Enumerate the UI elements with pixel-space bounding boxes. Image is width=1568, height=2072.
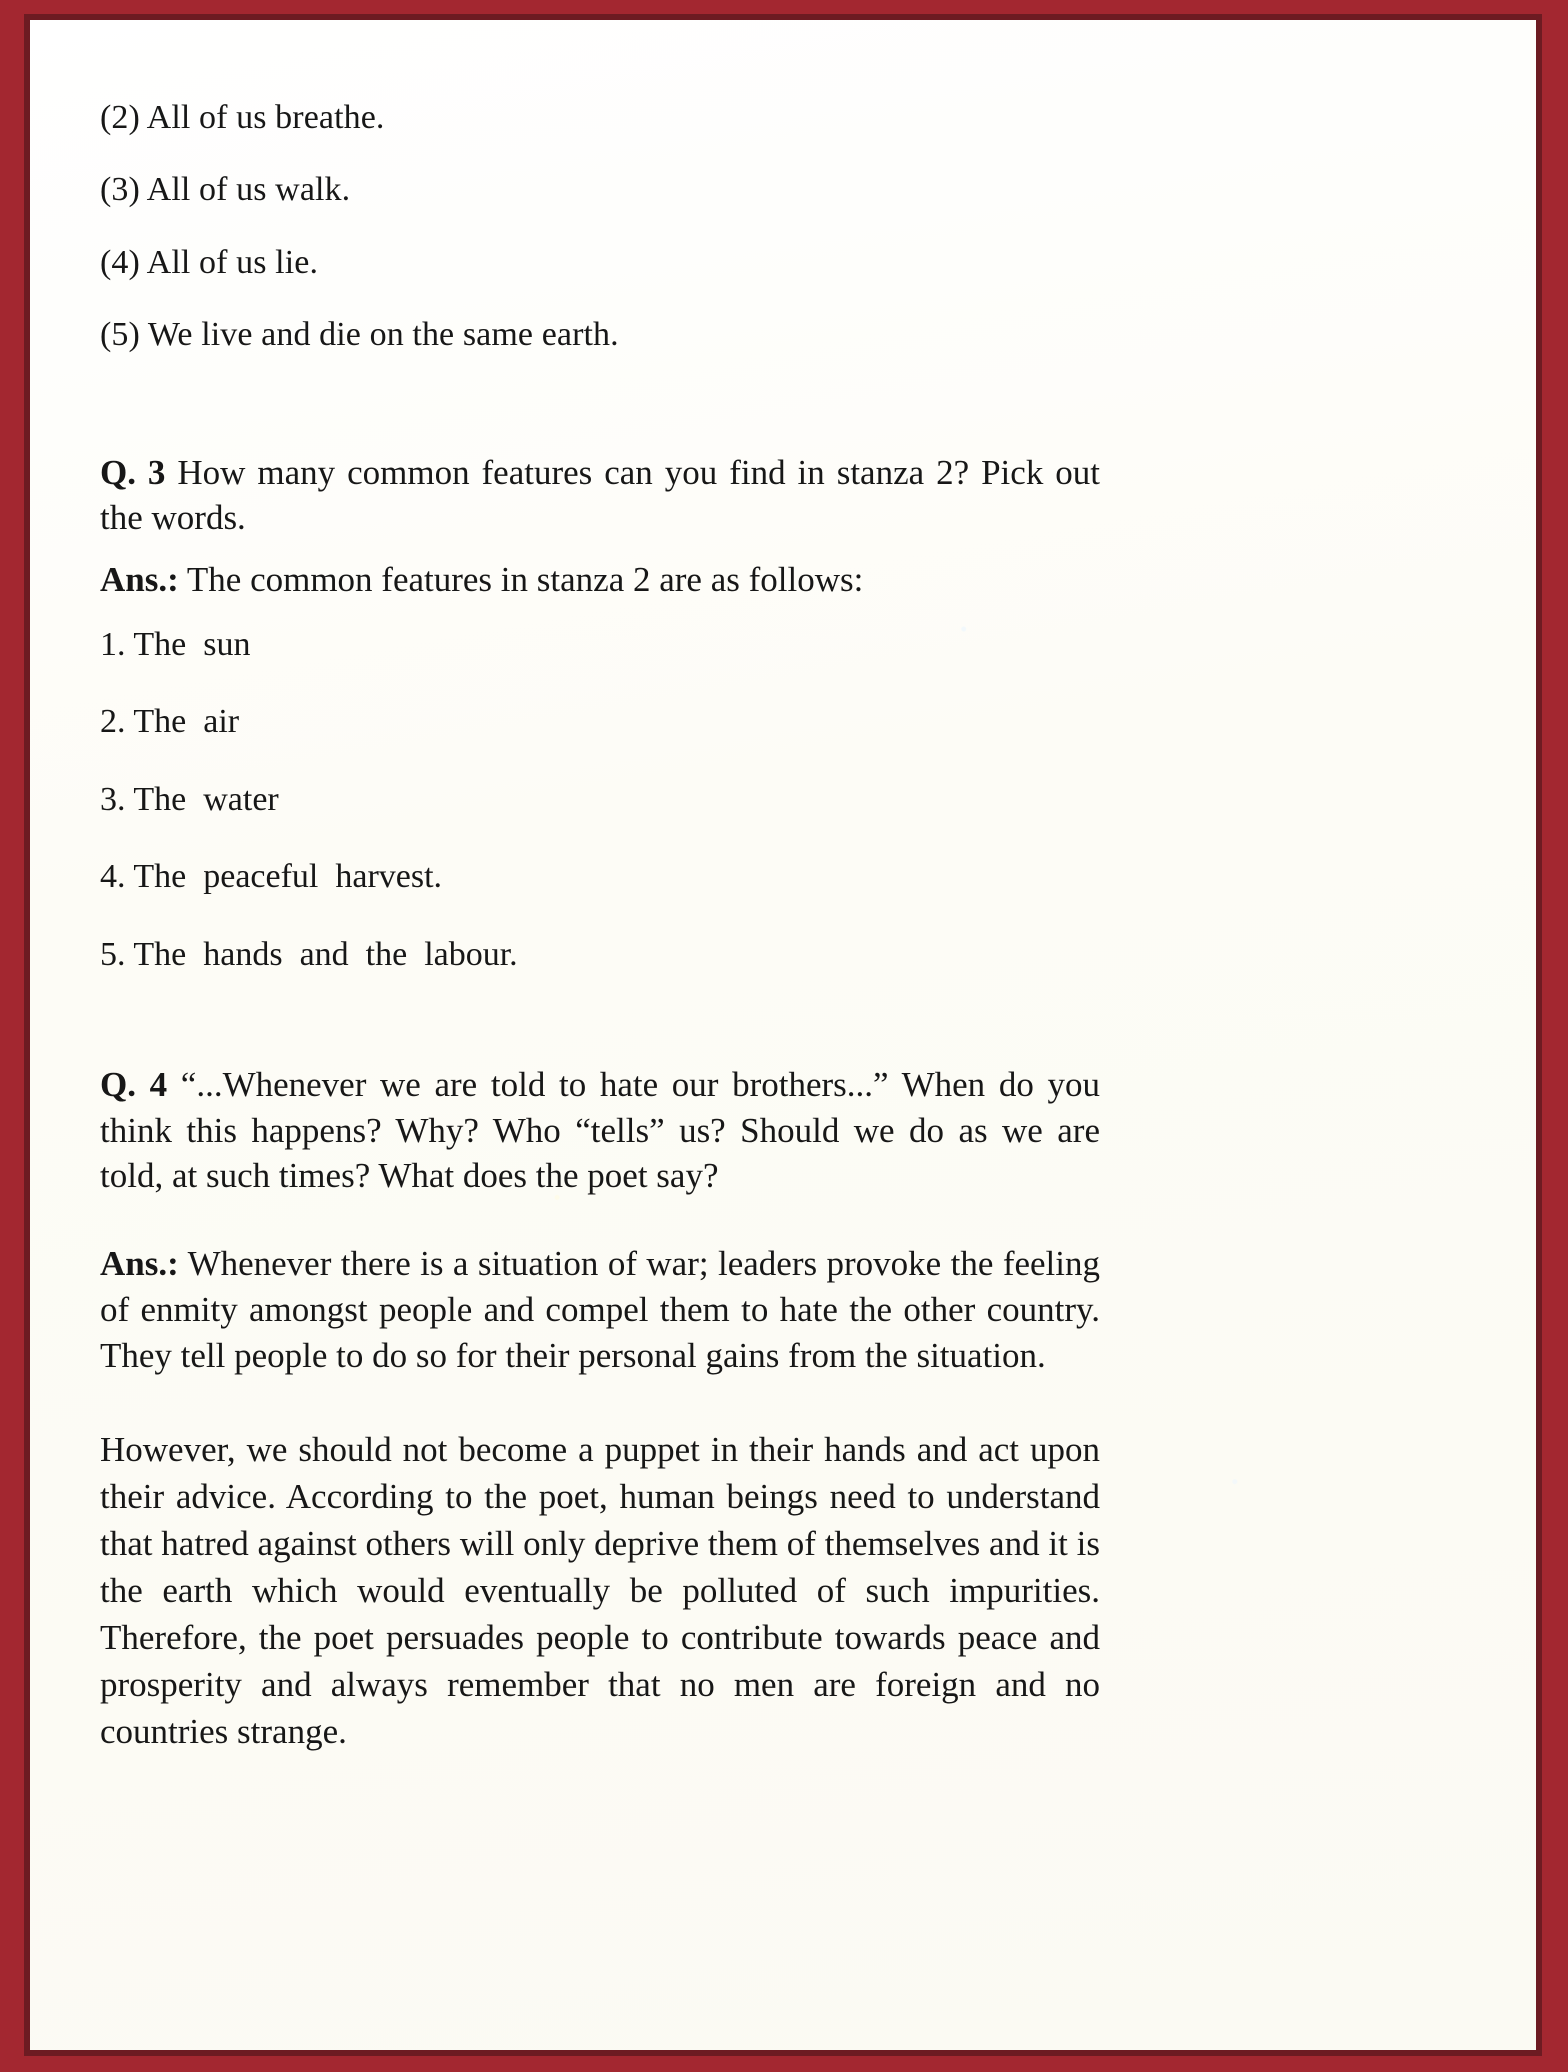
section-spacer: [100, 1012, 1100, 1062]
list-item: 2. The air: [100, 703, 240, 741]
answer-4-text: Whenever there is a situation of war; leaders provoke the feeling of enmity amongst people and compel them to hate the other country. They tell people to do so for their personal gains from the situation.: [100, 1243, 1100, 1375]
poem-line: (5) We live and die on the same earth.: [100, 316, 619, 354]
answer-4-paragraph-1: [100, 1241, 1100, 1380]
paragraph-spacer: [100, 1401, 1100, 1427]
page-content: [100, 98, 1100, 1777]
list-item: 3. The water: [100, 780, 279, 818]
paragraph-spacer: [100, 1215, 1100, 1241]
question-4-label: Q. 4: [100, 1065, 168, 1105]
question-3: [100, 450, 1100, 541]
answer-3-label: Ans.:: [100, 559, 179, 599]
list-item: 1. The sun: [100, 625, 251, 663]
poem-line: (3) All of us walk.: [100, 171, 351, 209]
answer-4-label: Ans.:: [100, 1243, 179, 1283]
question-3-text: How many common features can you find in stanza 2? Pick out the words.: [100, 452, 1100, 538]
question-4-text: “...Whenever we are told to hate our brothers...” When do you think this happens? Why? Who “tells” us? Should we do as we are told, at such times? What does the poet say?: [100, 1065, 1100, 1196]
paper-surface: [30, 20, 1536, 2050]
question-4: [100, 1062, 1100, 1199]
question-3-label: Q. 3: [100, 452, 166, 492]
list-item: 4. The peaceful harvest.: [100, 858, 443, 896]
poem-line: (2) All of us breathe.: [100, 99, 385, 136]
poem-line: (4) All of us lie.: [100, 243, 319, 281]
answer-3-intro: [100, 557, 1100, 603]
answer-4-paragraph-2: However, we should not become a puppet in their hands and act upon their advice. According to the poet, human beings need to understand that hatred against others will only deprive them of themselves and it is the earth which would eventually be polluted of such impurities. Therefore, the poet persuades people to contribute towards peace and prosperity and always remember that no men are foreign and no countries strange.: [100, 1430, 1100, 1751]
section-spacer: [100, 388, 1100, 450]
list-item: 5. The hands and the labour.: [100, 935, 518, 973]
answer-3-text: The common features in stanza 2 are as follows:: [178, 559, 864, 599]
